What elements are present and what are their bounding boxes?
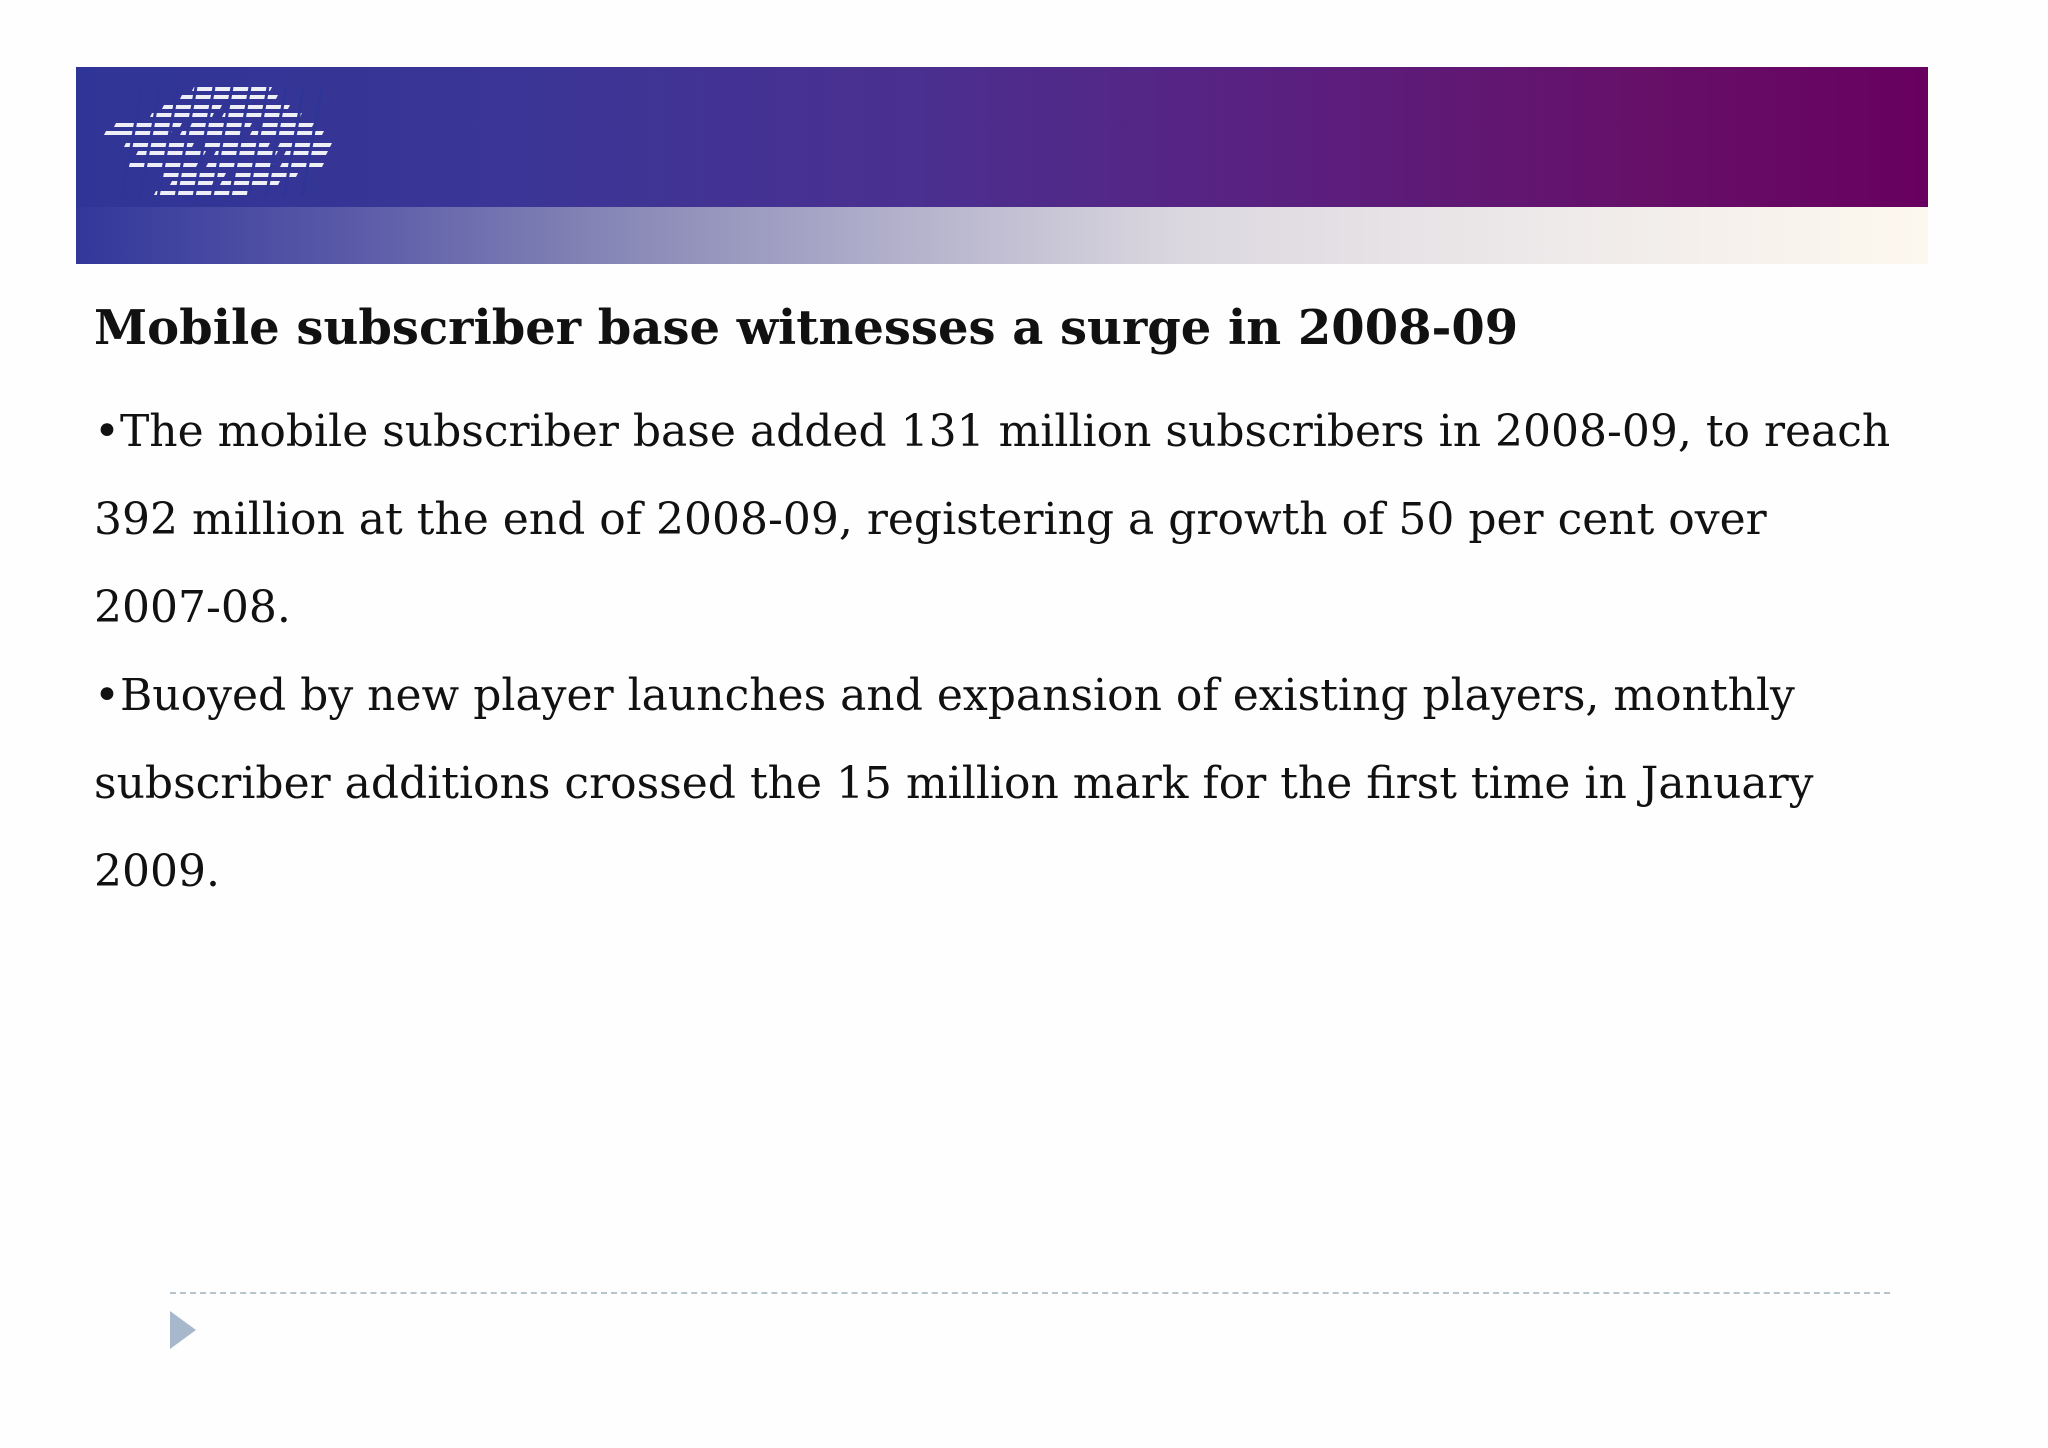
- footer-divider: [170, 1292, 1890, 1294]
- header-banner: [76, 67, 1928, 264]
- bullet-text: •Buoyed by new player launches and expansion of existing players, monthly subscriber additions crossed the 15 million mark for the first time in January 2009.: [94, 670, 1814, 897]
- banner-gradient-top: [76, 67, 1928, 207]
- triangle-right-icon: [170, 1311, 196, 1349]
- banner-gradient-bottom: [76, 207, 1928, 264]
- slide-title: Mobile subscriber base witnesses a surge in 2008-09: [94, 300, 1519, 356]
- striped-diamond-logo-icon: [102, 87, 332, 197]
- bullet-text: •The mobile subscriber base added 131 million subscribers in 2008-09, to reach 392 million at the end of 2008-09, registering a growth of 50 per cent over 2007-08.: [94, 406, 1891, 633]
- slide-body: [94, 388, 1894, 916]
